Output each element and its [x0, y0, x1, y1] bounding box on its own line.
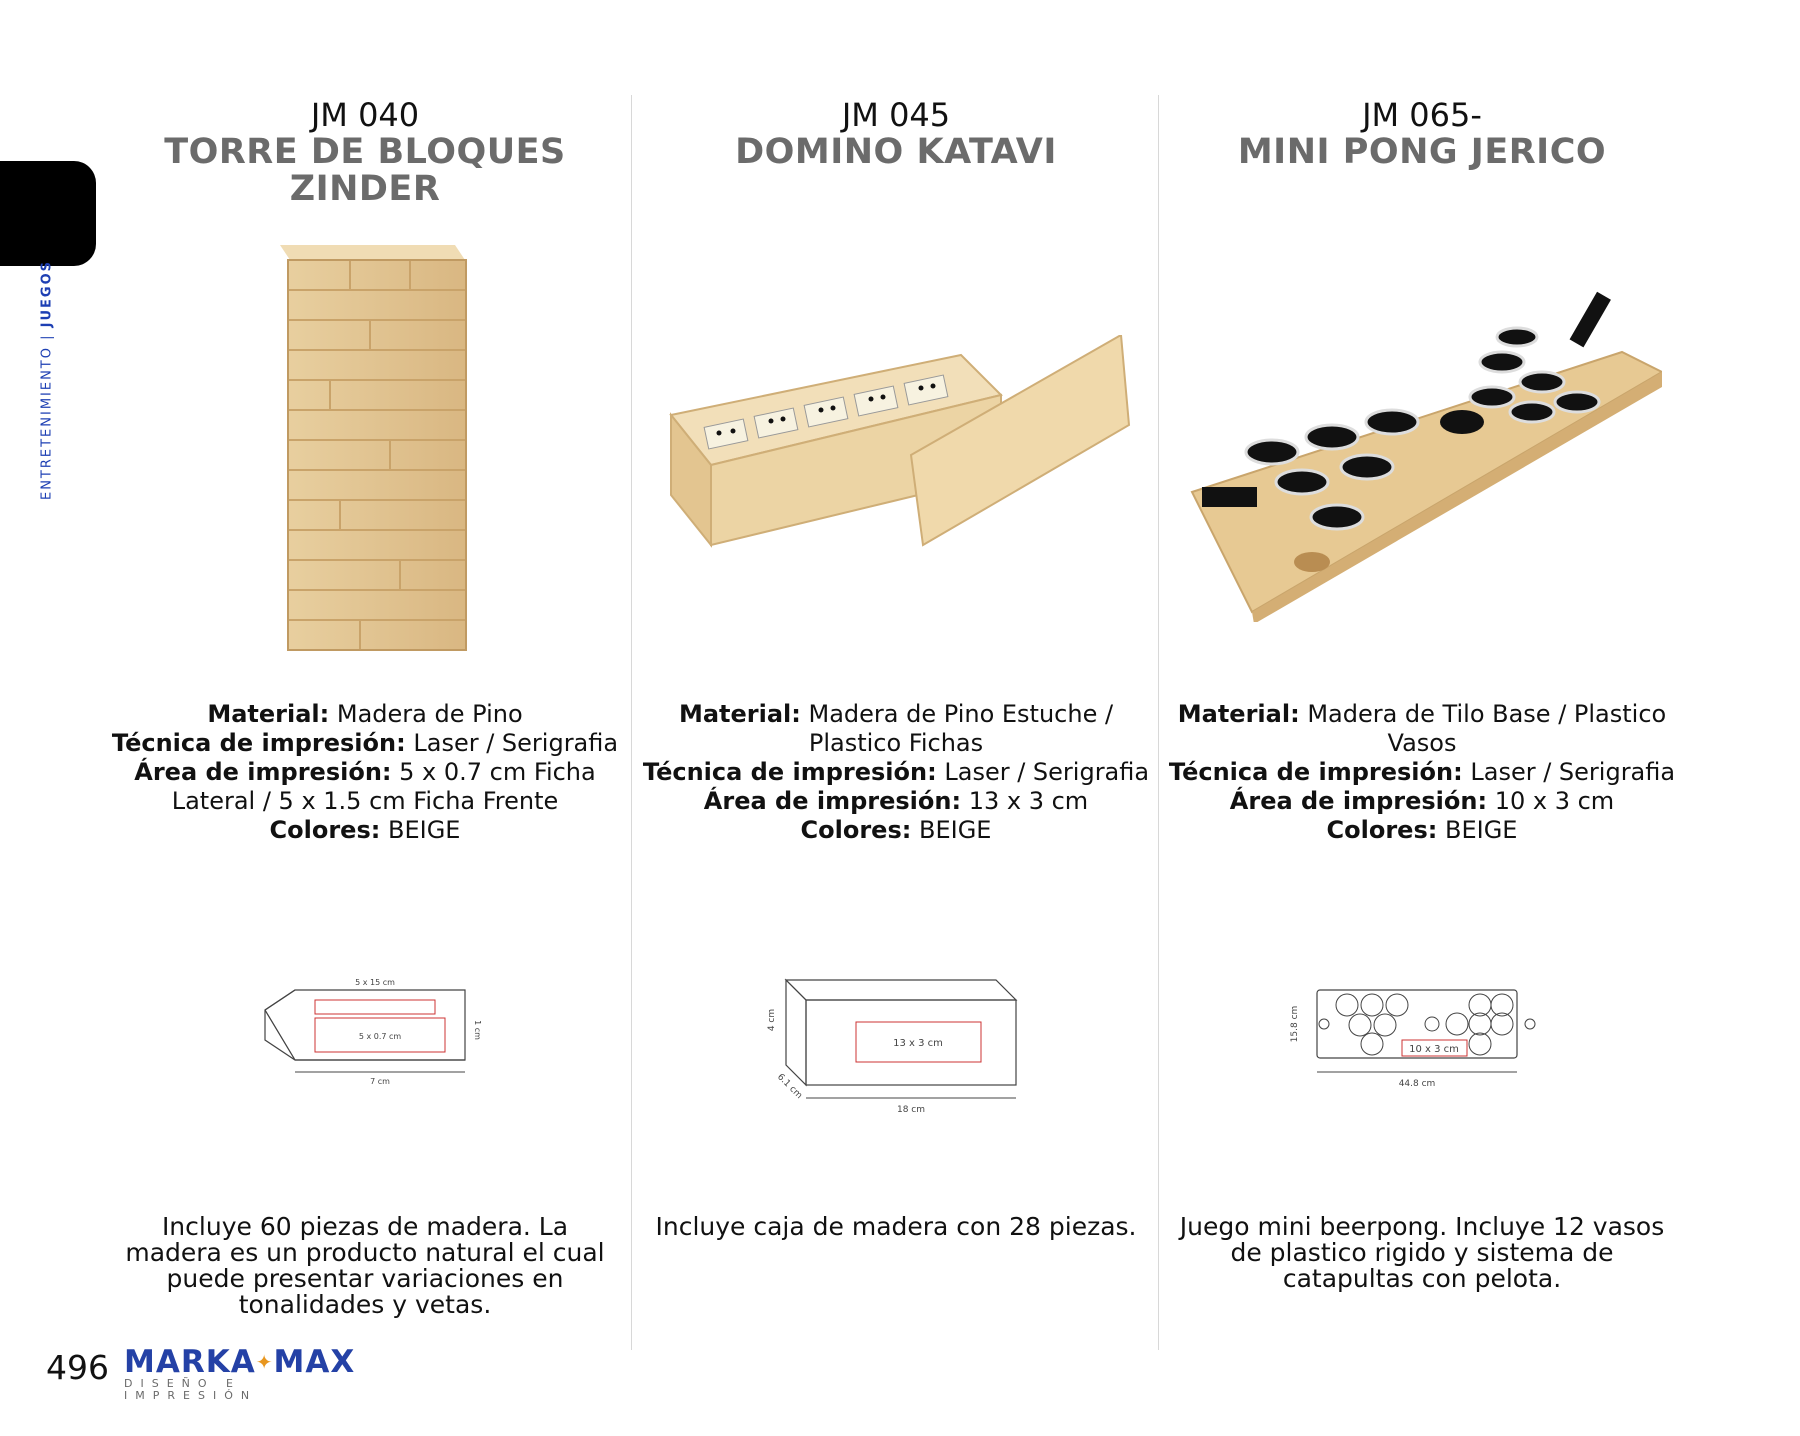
product-specs: Material: Madera de Pino Estuche / Plastico Fichas Técnica de impresión: Laser / Serigrafia Área de impresión: 13 x 3 cm Colores: BEIGE — [642, 700, 1150, 844]
product-specs: Material: Madera de Tilo Base / Plastico Vasos Técnica de impresión: Laser / Serigrafia Área de impresión: 10 x 3 cm Colores: BEIGE — [1168, 700, 1676, 844]
product-photo-domino-box — [642, 335, 1150, 555]
star-icon: ✦ — [255, 1350, 274, 1374]
diagram-label: 15.8 cm — [1290, 1005, 1300, 1043]
diagram-label: 7 cm — [370, 1077, 390, 1086]
product-name: MINI PONG JERICO — [1237, 132, 1607, 172]
product-photo-mini-pong — [1168, 272, 1676, 622]
diagram-label: 10 x 3 cm — [1409, 1044, 1459, 1055]
product-jm065 — [1168, 0, 1676, 1340]
diagram-label: 13 x 3 cm — [893, 1038, 943, 1049]
section-label: ENTRETENIMIENTO | JUEGOS — [39, 259, 55, 501]
product-photo-block-tower — [110, 235, 620, 660]
product-description: Incluye caja de madera con 28 piezas. — [655, 1212, 1137, 1241]
print-area-diagram — [1168, 960, 1676, 1130]
diagram-label: 6.1 cm — [774, 1072, 804, 1102]
product-specs: Material: Madera de Pino Técnica de impresión: Laser / Serigrafia Área de impresión: 5 x 0.7 cm Ficha Lateral / 5 x 1.5 cm Ficha Frente Colores: BEIGE — [111, 700, 619, 844]
product-code: JM 065- — [1362, 96, 1482, 134]
diagram-label: 44.8 cm — [1398, 1079, 1436, 1089]
diagram-label: 5 x 0.7 cm — [358, 1032, 402, 1041]
diagram-label: 5 x 15 cm — [355, 978, 395, 987]
diagram-label: 18 cm — [896, 1105, 926, 1115]
print-area-diagram — [642, 960, 1150, 1130]
diagram-label: 4 cm — [767, 1008, 777, 1032]
product-code: JM 040 — [310, 96, 420, 134]
page-number: 496 — [46, 1348, 109, 1387]
section-tab — [0, 161, 96, 266]
column-divider — [1158, 95, 1159, 1350]
product-jm045 — [642, 0, 1150, 1340]
brand-logo: MARKA✦MAX DISEÑO E IMPRESIÓN — [124, 1344, 356, 1402]
column-divider — [631, 95, 632, 1350]
product-jm040 — [110, 0, 620, 1340]
diagram-label: 1 cm — [473, 1020, 482, 1040]
product-description: Juego mini beerpong. Incluye 12 vasos de plastico rigido y sistema de catapultas con pelota. — [1179, 1212, 1665, 1293]
product-name: DOMINO KATAVI — [735, 132, 1057, 172]
product-code: JM 045 — [841, 96, 951, 134]
product-description: Incluye 60 piezas de madera. La madera es un producto natural el cual puede presentar variaciones en tonalidades y vetas. — [125, 1212, 605, 1319]
product-name: TORRE DE BLOQUES ZINDER — [164, 132, 566, 209]
print-area-diagram — [110, 960, 620, 1130]
